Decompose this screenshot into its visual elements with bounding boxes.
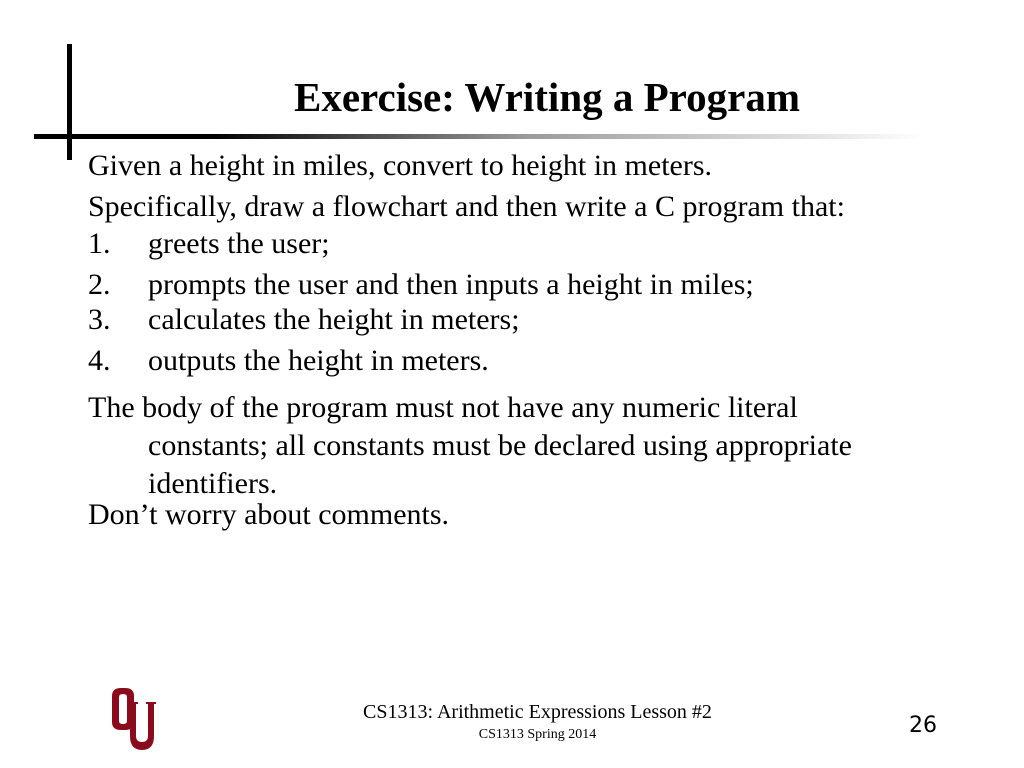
slide-body (88, 150, 918, 531)
step-number: 1. (88, 227, 111, 260)
intro-paragraph: Given a height in miles, convert to height in meters. (88, 149, 713, 182)
slide-title: Exercise: Writing a Program (294, 74, 800, 120)
step-item (88, 304, 918, 336)
step-text: prompts the user and then inputs a height in miles; (148, 268, 754, 301)
footer-term: CS1313 Spring 2014 (478, 727, 597, 742)
step-item (88, 269, 918, 301)
step-text: greets the user; (148, 227, 330, 260)
decorative-horizontal-line (34, 134, 924, 139)
comments-paragraph: Don’t worry about comments. (88, 498, 450, 531)
step-number: 3. (88, 303, 111, 336)
step-item (88, 345, 918, 377)
step-item (88, 228, 918, 260)
task-paragraph: Specifically, draw a flowchart and then write a C program that: (88, 190, 845, 223)
step-text: calculates the height in meters; (148, 303, 520, 336)
constants-paragraph: The body of the program must not have any numeric literal constants; all constants must be declared using appropriate identifiers. (88, 391, 852, 500)
footer-course-lesson: CS1313: Arithmetic Expressions Lesson #2 (363, 701, 712, 723)
step-text: outputs the height in meters. (148, 344, 489, 377)
page-number: 26 (909, 713, 937, 738)
step-number: 4. (88, 344, 111, 377)
step-number: 2. (88, 268, 111, 301)
